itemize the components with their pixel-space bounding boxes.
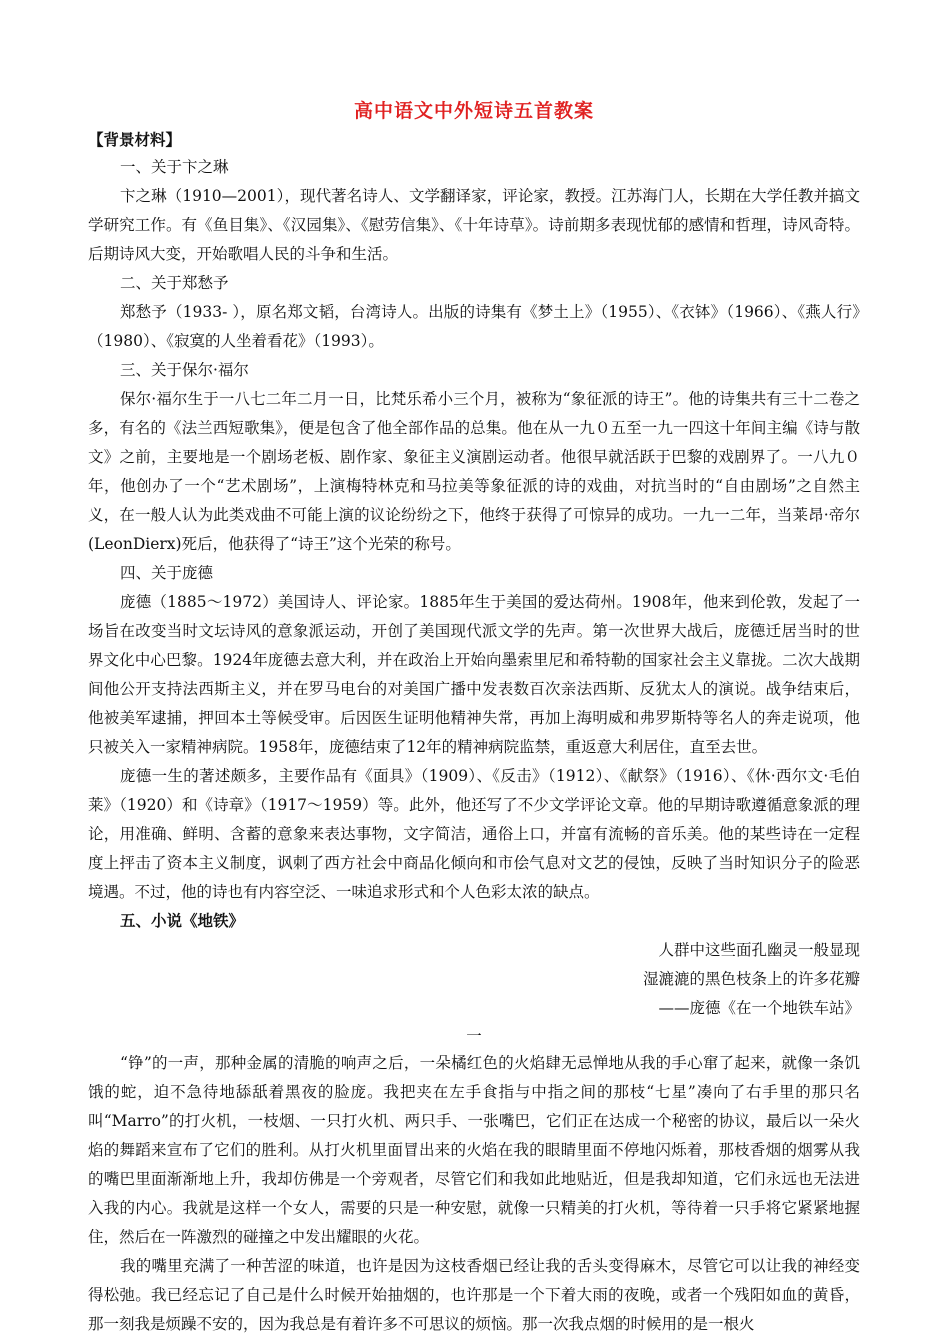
epigraph (88, 936, 860, 1023)
chapter-number: 一 (466, 1027, 482, 1045)
paragraph: “铮”的一声，那种金属的清脆的响声之后，一朵橘红色的火焰肆无忌惮地从我的手心窜了起来，就像一条饥饿的蛇，迫不急待地舔舐着黑夜的脸庞。我把夹在左手食指与中指之间的那枝“七星”凑向了右手里的那只名叫“Marro”的打火机，一枝烟、一只打火机、两只手、一张嘴巴，它们正在达成一个秘密的协议，最后以一朵火焰的舞蹈来宣布了它们的胜利。从打火机里面冒出来的火焰在我的眼睛里面不停地闪烁着，那枝香烟的烟雾从我的嘴巴里面渐渐地上升，我却仿佛是一个旁观者，尽管它们和我如此地贴近，但是我却知道，它们永远也无法进入我的内心。我就是这样一个女人，需要的只是一种安慰，就像一只精美的打火机，等待着一只手将它紧紧地握住，然后在一阵激烈的碰撞之中发出耀眼的火花。 (88, 1054, 860, 1246)
epigraph-line: 人群中这些面孔幽灵一般显现 (658, 941, 860, 959)
paragraph: 卞之琳（1910—2001），现代著名诗人、文学翻译家，评论家，教授。江苏海门人，长期在大学任教并搞文学研究工作。有《鱼目集》、《汉园集》、《慰劳信集》、《十年诗草》。诗前期多表现忧郁的感情和哲理，诗风奇特。后期诗风大变，开始歌唱人民的斗争和生活。 (88, 187, 860, 263)
page-title: 高中语文中外短诗五首教案 (353, 100, 594, 122)
paragraph: 保尔·福尔生于一八七二年二月一日，比梵乐希小三个月，被称为“象征派的诗王”。他的诗集共有三十二卷之多，有名的《法兰西短歌集》，便是包含了他全部作品的总集。他在从一九０五至一九一四这十年间主编《诗与散文》之前，主要地是一个剧场老板、剧作家、象征主义演剧运动者。他很早就活跃于巴黎的戏剧界了。一八九０年，他创办了一个“艺术剧场”，上演梅特林克和马拉美等象征派的诗的戏曲，对抗当时的“自由剧场”之自然主义，在一般人认为此类戏曲不可能上演的议论纷纷之下，他终于获得了可惊异的成功。一九一二年，当莱昂·帝尔(LeonDierx)死后，他获得了“诗王”这个光荣的称号。 (88, 390, 860, 553)
section-heading: 二、关于郑愁予 (120, 274, 229, 292)
section-heading: 四、关于庞德 (120, 564, 214, 582)
paragraph: 郑愁予（1933- ），原名郑文韬，台湾诗人。出版的诗集有《梦土上》（1955）、《衣钵》（1966）、《燕人行》（1980）、《寂寞的人坐着看花》（1993）。 (88, 303, 860, 350)
section-heading: 三、关于保尔·福尔 (120, 361, 249, 379)
section-heading: 一、关于卞之琳 (120, 158, 229, 176)
background-label: 【背景材料】 (88, 131, 182, 149)
epigraph-attribution: ——庞德《在一个地铁车站》 (658, 999, 860, 1017)
paragraph: 庞德一生的著述颇多，主要作品有《面具》（1909）、《反击》（1912）、《献祭》（1916）、《休·西尔文·毛伯莱》（1920）和《诗章》（1917～1959）等。此外，他还写了不少文学评论文章。他的早期诗歌遵循意象派的理论，用准确、鲜明、含蓄的意象来表达事物，文字简洁，通俗上口，并富有流畅的音乐美。他的某些诗在一定程度上抨击了资本主义制度，讽刺了西方社会中商品化倾向和市侩气息对文艺的侵蚀，反映了当时知识分子的险恶境遇。不过，他的诗也有内容空泛、一味追求形式和个人色彩太浓的缺点。 (88, 767, 860, 901)
epigraph-line: 湿漉漉的黑色枝条上的许多花瓣 (642, 970, 860, 988)
document-page (88, 96, 860, 1339)
paragraph: 我的嘴里充满了一种苦涩的味道，也许是因为这枝香烟已经让我的舌头变得麻木，尽管它可以让我的神经变得松弛。我已经忘记了自己是什么时候开始抽烟的，也许那是一个下着大雨的夜晚，或者一个残阳如血的黄昏，那一刻我是烦躁不安的，因为我总是有着许多不可思议的烦恼。那一次我点烟的时候用的是一根火 (88, 1257, 860, 1333)
paragraph: 庞德（1885～1972）美国诗人、评论家。1885年生于美国的爱达荷州。1908年，他来到伦敦，发起了一场旨在改变当时文坛诗风的意象派运动，开创了美国现代派文学的先声。第一次世界大战后，庞德迁居当时的世界文化中心巴黎。1924年庞德去意大利，并在政治上开始向墨索里尼和希特勒的国家社会主义靠拢。二次大战期间他公开支持法西斯主义，并在罗马电台的对美国广播中发表数百次亲法西斯、反犹太人的演说。战争结束后，他被美军逮捕，押回本土等候受审。后因医生证明他精神失常，再加上海明威和弗罗斯特等名人的奔走说项，他只被关入一家精神病院。1958年，庞德结束了12年的精神病院监禁，重返意大利居住，直至去世。 (88, 593, 860, 756)
section-heading: 五、小说《地铁》 (120, 912, 245, 930)
